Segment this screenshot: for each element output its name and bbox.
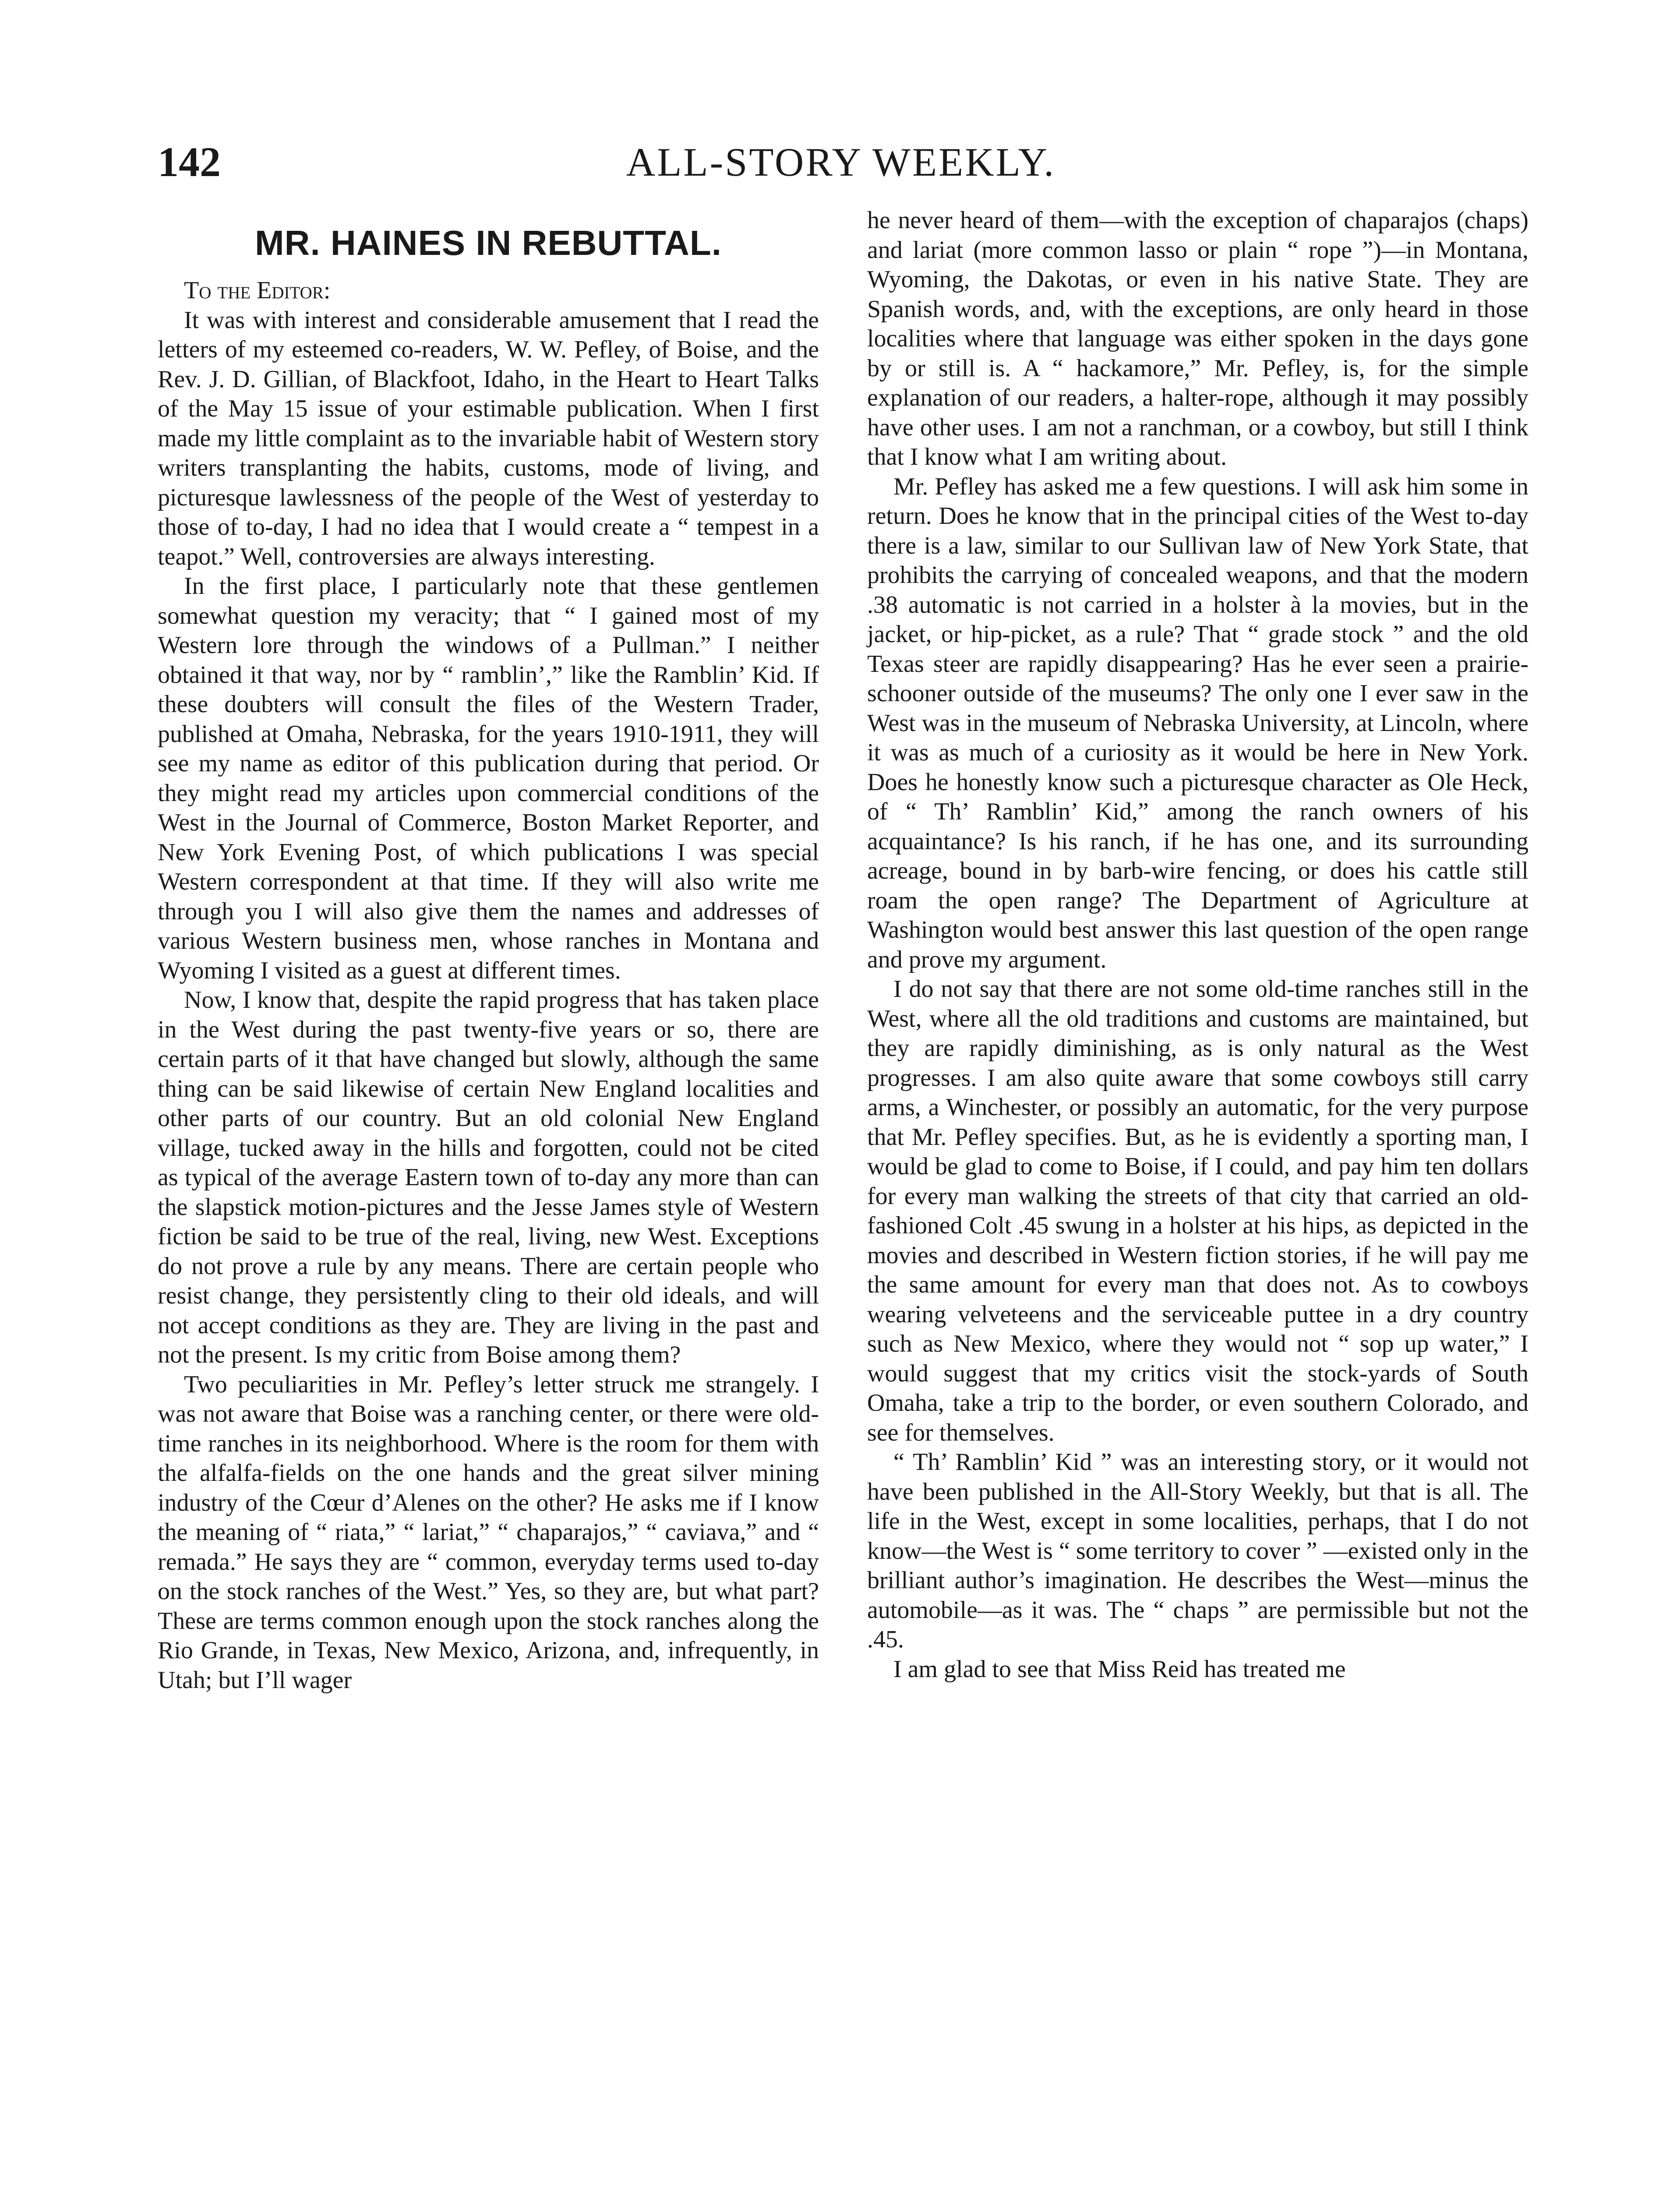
paragraph: I do not say that there are not some old-time ranches still in the West, where all the old traditions and customs are maintained, but they are rapidly diminishing, as is only natural as the West progresses. I am also quite aware that some cowboys still carry arms, a Winchester, or possibly an automatic, for the very purpose that Mr. Pefley specifies. But, as he is evidently a sporting man, I would be glad to come to Boise, if I could, and pay him ten dollars for every man walking the streets of that city that carried an old-fashioned Colt .45 swung in a holster at his hips, as depicted in the movies and described in Western fiction stories, if he will pay me the same amount for every man that does not. As to cowboys wearing velveteens and the serviceable puttee in a dry country such as New Mexico, where they would not “ sop up water,” I would suggest that my critics visit the stock-yards of South Omaha, take a trip to the border, or even southern Colorado, and see for themselves. [867,975,1528,1446]
paragraph: Two peculiarities in Mr. Pefley’s letter struck me strangely. I was not aware that Boise was a ranching center, or there were old-time ranches in its neighborhood. Where is the room for them with the alfalfa-fields on the one hands and the great silver mining industry of the Cœur d’Alenes on the other? He asks me if I know the meaning of “ riata,” “ lariat,” “ chaparajos,” “ caviava,” and “ remada.” He says they are “ common, everyday terms used to-day on the stock ranches of the West.” Yes, so they are, but what part? These are terms common enough upon the stock ranches along the Rio Grande, in Texas, New Mexico, Arizona, and, infrequently, in Utah; but I’ll wager [158,1371,819,1694]
article-title: MR. HAINES IN REBUTTAL. [255,223,722,262]
paragraph: I am glad to see that Miss Reid has treated me [893,1655,1346,1683]
page-number: 142 [158,138,221,185]
paragraph: Now, I know that, despite the rapid progress that has taken place in the West during the past twenty-five years or so, there are certain parts of it that have changed but slowly, although the same thing can be said likewise of certain New England localities and other parts of our country. But an old colonial New England village, tucked away in the hills and forgotten, could not be cited as typical of the average Eastern town of to-day any more than can the slapstick motion-pictures and the Jesse James style of Western fiction be said to be true of the real, living, new West. Exceptions do not prove a rule by any means. There are certain people who resist change, they persistently cling to their old ideals, and will not accept conditions as they are. They are living in the past and not the present. Is my critic from Boise among them? [158,986,819,1368]
paragraph: In the first place, I particularly note that these gentlemen somewhat question my veracity; that “ I gained most of my Western lore through the windows of a Pullman.” I neither obtained it that way, nor by “ ramblin’,” like the Ramblin’ Kid. If these doubters will consult the files of the Western Trader, published at Omaha, Nebraska, for the years 1910-1911, they will see my name as editor of this publication during that period. Or they might read my articles upon commercial conditions of the West in the Journal of Commerce, Boston Market Reporter, and New York Evening Post, of which publications I was special Western correspondent at that time. If they will also write me through you I will also give them the names and addresses of various Western business men, whose ranches in Montana and Wyoming I visited as a guest at different times. [158,572,819,984]
left-column [158,210,819,2190]
paragraph: It was with interest and considerable amusement that I read the letters of my esteemed co-readers, W. W. Pefley, of Boise, and the Rev. J. D. Gillian, of Blackfoot, Idaho, in the Heart to Heart Talks of the May 15 issue of your estimable publication. When I first made my little complaint as to the invariable habit of Western story writers transplanting the habits, customs, mode of living, and picturesque lawlessness of the people of the West of yesterday to those of to-day, I had no idea that I would create a “ tempest in a teapot.” Well, controversies are always interesting. [158,306,819,570]
paragraph: “ Th’ Ramblin’ Kid ” was an interesting story, or it would not have been published in the All-Story Weekly, but that is all. The life in the West, except in some localities, perhaps, that I do not know—the West is “ some territory to cover ” —existed only in the brilliant author’s imagination. He describes the West—minus the automobile—as it was. The “ chaps ” are permissible but not the .45. [867,1448,1528,1653]
paragraph-continued: he never heard of them—with the exception of chaparajos (chaps) and lariat (more common lasso or plain “ rope ”)—in Montana, Wyoming, the Dakotas, or even in his native State. They are Spanish words, and, with the exceptions, are only heard in those localities where that language was either spoken in the days gone by or still is. A “ hackamore,” Mr. Pefley, is, for the simple explanation of our readers, a halter-rope, although it may possibly have other uses. I am not a ranchman, or a cowboy, but still I think that I know what I am writing about. [867,207,1528,470]
paragraph: Mr. Pefley has asked me a few questions. I will ask him some in return. Does he know that in the principal cities of the West to-day there is a law, similar to our Sullivan law of New York State, that prohibits the carrying of concealed weapons, and that the modern .38 automatic is not carried in a holster à la movies, but in the jacket, or hip-picket, as a rule? That “ grade stock ” and the old Texas steer are rapidly disappearing? Has he ever seen a prairie-schooner outside of the museums? The only one I ever saw in the West was in the museum of Nebraska University, at Lincoln, where it was as much of a curiosity as it would be here in New York. Does he honestly know such a picturesque character as Ole Heck, of “ Th’ Ramblin’ Kid,” among the ranch owners of his acquaintance? Is his ranch, if he has one, and its surrounding acreage, bound in by barb-wire fencing, or does his cattle still roam the open range? The Department of Agriculture at Washington would best answer this last question of the open range and prove my argument. [867,473,1528,973]
page-header [153,131,1528,193]
salutation: To the Editor: [184,277,331,304]
right-column [867,206,1528,2190]
running-head: ALL-STORY WEEKLY. [626,140,1056,184]
